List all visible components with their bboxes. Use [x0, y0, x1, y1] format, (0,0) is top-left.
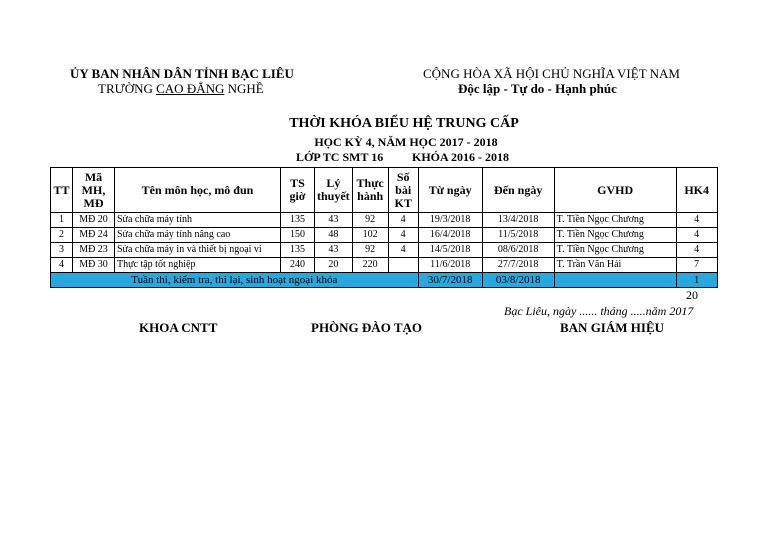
semester-line: HỌC KỲ 4, NĂM HỌC 2017 - 2018	[314, 135, 498, 149]
national-title: CỘNG HÒA XÃ HỘI CHỦ NGHĨA VIỆT NAM	[423, 66, 680, 81]
school-name-prefix: TRƯỜNG	[98, 81, 157, 96]
col-header-from: Từ ngày	[418, 168, 482, 213]
summary-hk: 1	[676, 273, 717, 288]
cell-code: MĐ 24	[73, 228, 115, 243]
cell-teacher: T. Tiền Ngọc Chương	[554, 213, 676, 228]
cell-tests	[388, 258, 418, 273]
cell-practice: 92	[352, 243, 388, 258]
table-row	[51, 243, 718, 258]
cell-theory: 48	[315, 228, 353, 243]
cell-theory: 43	[315, 243, 353, 258]
summary-teacher-empty	[554, 273, 676, 288]
total-weeks: 20	[686, 288, 698, 302]
col-header-tests: Số bài KT	[388, 168, 418, 213]
cell-hk: 4	[676, 243, 717, 258]
summary-from: 30/7/2018	[418, 273, 482, 288]
cell-to: 13/4/2018	[482, 213, 554, 228]
cell-to: 08/6/2018	[482, 243, 554, 258]
sign-department: KHOA CNTT	[139, 320, 218, 335]
date-line: Bạc Liêu, ngày ...... tháng .....năm 2017	[504, 304, 694, 318]
schedule-table	[50, 167, 718, 288]
cell-ts: 240	[281, 258, 315, 273]
course-label: KHÓA 2016 - 2018	[412, 150, 510, 164]
cell-code: MĐ 30	[73, 258, 115, 273]
summary-label: Tuần thi, kiểm tra, thi lại, sinh hoạt ngoại khóa	[51, 273, 419, 288]
col-header-code: Mã MH, MĐ	[73, 168, 115, 213]
cell-practice: 220	[352, 258, 388, 273]
col-header-teacher: GVHD	[554, 168, 676, 213]
school-name-underlined: CAO ĐẲNG	[156, 81, 225, 96]
school-name	[98, 81, 264, 97]
col-header-to: Đến ngày	[482, 168, 554, 213]
cell-tests: 4	[388, 213, 418, 228]
table-row	[51, 258, 718, 273]
cell-to: 27/7/2018	[482, 258, 554, 273]
cell-practice: 102	[352, 228, 388, 243]
cell-tt: 2	[51, 228, 73, 243]
cell-tt: 1	[51, 213, 73, 228]
table-header-row	[51, 168, 718, 213]
cell-teacher: T. Trần Văn Hải	[554, 258, 676, 273]
summary-to: 03/8/2018	[482, 273, 554, 288]
school-name-suffix: NGHỀ	[224, 81, 264, 96]
agency-name: ỦY BAN NHÂN DÂN TỈNH BẠC LIÊU	[70, 66, 294, 81]
cell-hk: 4	[676, 228, 717, 243]
col-header-tt: TT	[51, 168, 73, 213]
cell-from: 11/6/2018	[418, 258, 482, 273]
cell-ts: 135	[281, 213, 315, 228]
cell-tests: 4	[388, 228, 418, 243]
cell-from: 19/3/2018	[418, 213, 482, 228]
sign-board: BAN GIÁM HIỆU	[560, 320, 665, 335]
cell-name: Sửa chữa máy in và thiết bị ngoại vi	[115, 243, 281, 258]
cell-teacher: T. Tiền Ngọc Chương	[554, 243, 676, 258]
cell-tt: 3	[51, 243, 73, 258]
col-header-ts: TS giờ	[281, 168, 315, 213]
cell-ts: 150	[281, 228, 315, 243]
cell-tt: 4	[51, 258, 73, 273]
cell-code: MĐ 20	[73, 213, 115, 228]
col-header-hk: HK4	[676, 168, 717, 213]
cell-from: 14/5/2018	[418, 243, 482, 258]
table-row	[51, 213, 718, 228]
sign-training-office: PHÒNG ĐÀO TẠO	[311, 320, 422, 335]
cell-hk: 4	[676, 213, 717, 228]
cell-practice: 92	[352, 213, 388, 228]
col-header-name: Tên môn học, mô đun	[115, 168, 281, 213]
col-header-practice: Thực hành	[352, 168, 388, 213]
cell-code: MĐ 23	[73, 243, 115, 258]
document-title: THỜI KHÓA BIỂU HỆ TRUNG CẤP	[289, 116, 519, 131]
cell-theory: 43	[315, 213, 353, 228]
class-label: LỚP TC SMT 16	[296, 150, 384, 164]
cell-name: Sửa chữa máy tính	[115, 213, 281, 228]
col-header-theory: Lý thuyết	[315, 168, 353, 213]
cell-teacher: T. Tiền Ngọc Chương	[554, 228, 676, 243]
cell-to: 11/5/2018	[482, 228, 554, 243]
cell-hk: 7	[676, 258, 717, 273]
cell-ts: 135	[281, 243, 315, 258]
cell-theory: 20	[315, 258, 353, 273]
national-motto: Độc lập - Tự do - Hạnh phúc	[458, 81, 617, 96]
table-row	[51, 228, 718, 243]
cell-name: Sửa chữa máy tính nâng cao	[115, 228, 281, 243]
cell-from: 16/4/2018	[418, 228, 482, 243]
cell-name: Thực tập tốt nghiệp	[115, 258, 281, 273]
cell-tests: 4	[388, 243, 418, 258]
summary-row	[51, 273, 718, 288]
